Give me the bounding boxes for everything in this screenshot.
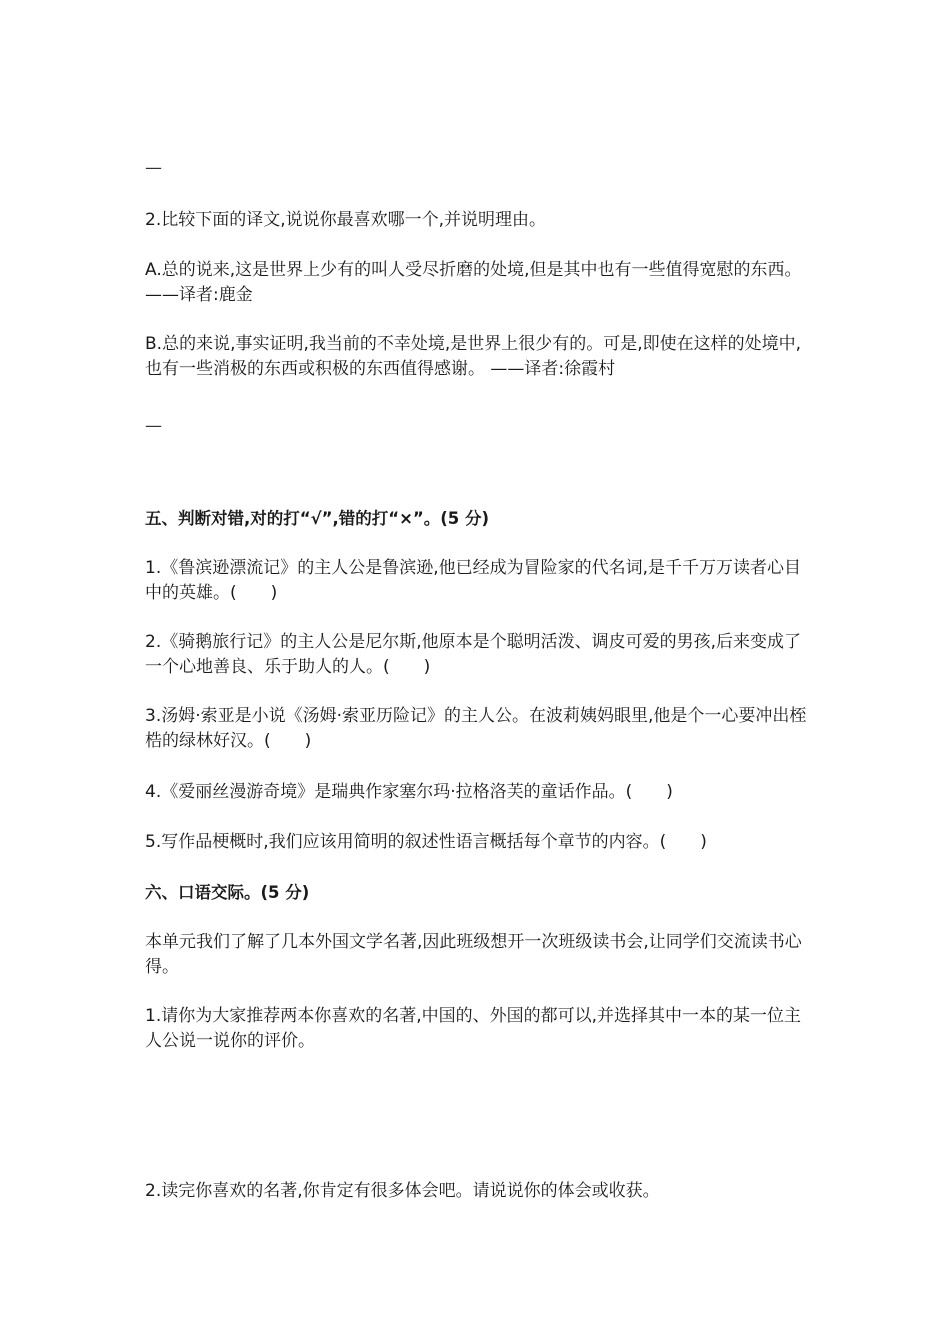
section-five-title: 五、判断对错,对的打“√”,错的打“×”。(5 分) xyxy=(145,509,490,528)
judgement-item: 1.《鲁滨逊漂流记》的主人公是鲁滨逊,他已经成为冒险家的代名词,是千千万万读者心目中的英雄。( ) xyxy=(145,558,802,603)
judgement-item: 2.《骑鹅旅行记》的主人公是尼尔斯,他原本是个聪明活泼、调皮可爱的男孩,后来变成了一个心地善良、乐于助人的人。( ) xyxy=(145,632,802,677)
speaking-question-2: 2.读完你喜欢的名著,你肯定有很多体会吧。请说说你的体会或收获。 xyxy=(145,1181,660,1201)
question-prompt: 2.比较下面的译文,说说你最喜欢哪一个,并说明理由。 xyxy=(145,210,547,230)
speaking-question-1: 1.请你为大家推荐两本你喜欢的名著,中国的、外国的都可以,并选择其中一本的某一位主人公说一说你的评价。 xyxy=(145,1006,802,1051)
judgement-item: 3.汤姆·索亚是小说《汤姆·索亚历险记》的主人公。在波莉姨妈眼里,他是个一心要冲出桎梏的绿林好汉。( ) xyxy=(145,706,807,751)
judgement-item: 5.写作品梗概时,我们应该用简明的叙述性语言概括每个章节的内容。( ) xyxy=(145,832,707,852)
judgement-item: 4.《爱丽丝漫游奇境》是瑞典作家塞尔玛·拉格洛芙的童话作品。( ) xyxy=(145,782,673,802)
answer-line: — xyxy=(145,416,162,436)
section-six-title: 六、口语交际。(5 分) xyxy=(145,883,310,902)
section-six-intro: 本单元我们了解了几本外国文学名著,因此班级想开一次班级读书会,让同学们交流读书心得。 xyxy=(145,932,802,977)
answer-line: — xyxy=(145,158,162,178)
translation-option-a: A.总的说来,这是世界上少有的叫人受尽折磨的处境,但是其中也有一些值得宽慰的东西。 ——译者:鹿金 xyxy=(145,260,802,305)
translation-option-b: B.总的来说,事实证明,我当前的不幸处境,是世界上很少有的。可是,即使在这样的处境中,也有一些消极的东西或积极的东西值得感谢。 ——译者:徐霞村 xyxy=(145,334,802,379)
